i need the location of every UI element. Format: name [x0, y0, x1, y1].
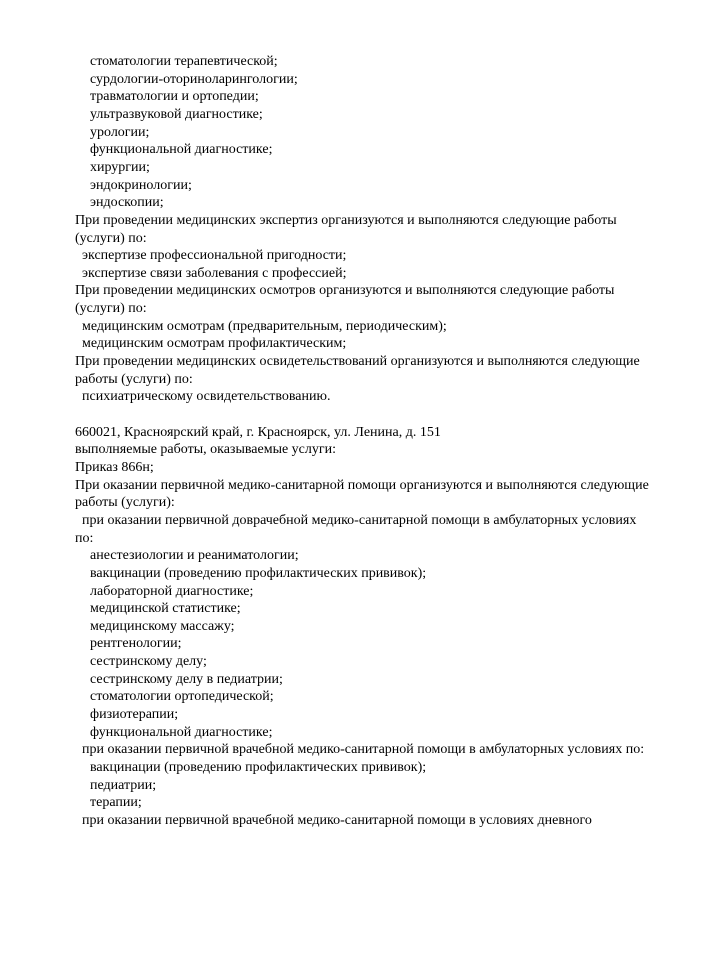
document-line: психиатрическому освидетельствованию.: [82, 389, 331, 405]
document-line: сурдологии-оториноларингологии;: [90, 71, 298, 87]
document-line: работы (услуги) по:: [75, 371, 193, 387]
document-line: лабораторной диагностике;: [90, 583, 254, 599]
document-line: экспертизе профессиональной пригодности;: [82, 248, 347, 264]
document-line: 660021, Красноярский край, г. Красноярск, ул. Ленина, д. 151: [75, 424, 441, 440]
document-line: функциональной диагностике;: [90, 724, 273, 740]
document-line: При проведении медицинских освидетельствований организуются и выполняются следующие: [75, 354, 640, 369]
document-line: педиатрии;: [90, 777, 157, 793]
document-line: стоматологии терапевтической;: [90, 54, 278, 69]
document-line: экспертизе связи заболевания с профессией;: [82, 265, 347, 281]
document-line: сестринскому делу;: [90, 654, 207, 670]
document-line: функциональной диагностике;: [90, 142, 273, 158]
document-line: терапии;: [90, 795, 142, 811]
document-line: рентгенологии;: [90, 636, 182, 652]
document-line: при оказании первичной врачебной медико-санитарной помощи в амбулаторных условиях по:: [82, 742, 645, 758]
document-line: хирургии;: [90, 159, 150, 175]
document-line: Приказ 866н;: [75, 459, 154, 475]
document-line: при оказании первичной врачебной медико-санитарной помощи в условиях дневного: [82, 812, 592, 828]
document-line: травматологии и ортопедии;: [90, 89, 259, 105]
document-line: При оказании первичной медико-санитарной помощи организуются и выполняются следующие: [75, 477, 649, 493]
document-line: При проведении медицинских экспертиз организуются и выполняются следующие работы: [75, 212, 617, 228]
document-line: по:: [75, 530, 94, 546]
document-line: урологии;: [90, 124, 150, 140]
document-line: при оказании первичной доврачебной медико-санитарной помощи в амбулаторных условиях: [82, 512, 637, 528]
document-line: При проведении медицинских осмотров организуются и выполняются следующие работы: [75, 283, 615, 299]
document-line: анестезиологии и реаниматологии;: [90, 548, 299, 564]
document-line: медицинской статистике;: [90, 601, 241, 617]
document-line: эндокринологии;: [90, 177, 192, 193]
document-line: вакцинации (проведению профилактических прививок);: [90, 760, 427, 775]
document-line: вакцинации (проведению профилактических прививок);: [90, 565, 427, 581]
document-line: (услуги) по:: [75, 301, 147, 317]
document-line: медицинским осмотрам профилактическим;: [82, 336, 347, 352]
document-line: выполняемые работы, оказываемые услуги:: [75, 442, 337, 458]
document-line: работы (услуги):: [75, 495, 175, 511]
document-line: ультразвуковой диагностике;: [90, 106, 263, 122]
document-line: медицинскому массажу;: [90, 618, 235, 634]
document-line: физиотерапии;: [90, 707, 179, 722]
document-line: эндоскопии;: [90, 195, 164, 211]
document-line: медицинским осмотрам (предварительным, периодическим);: [82, 318, 447, 334]
document-line: стоматологии ортопедической;: [90, 689, 274, 705]
document-line: (услуги) по:: [75, 230, 147, 246]
document-line: сестринскому делу в педиатрии;: [90, 671, 283, 687]
